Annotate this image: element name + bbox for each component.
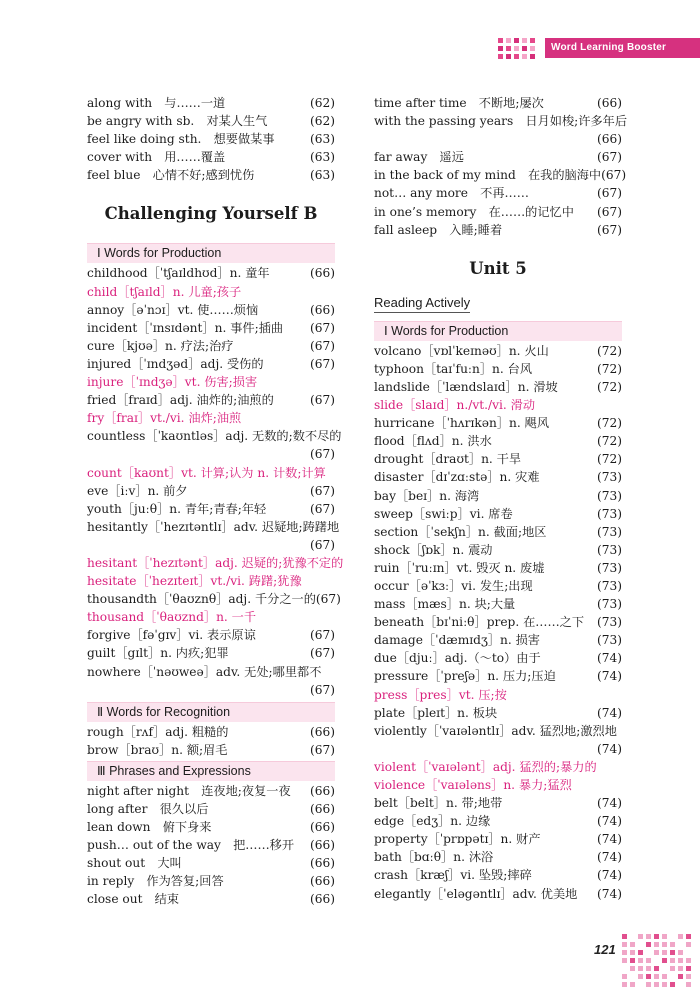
entry-page-ref: (72) xyxy=(596,361,622,376)
entry-text: section［ˈsekʃn］n. 截面;地区 xyxy=(374,524,547,539)
list-item xyxy=(374,631,622,649)
entry-page-ref: (62) xyxy=(309,96,335,110)
entry-page-ref: (67) xyxy=(309,447,335,462)
entry-page-ref: (73) xyxy=(596,578,622,593)
entry-page-ref: (74) xyxy=(596,832,622,847)
entry-text: brow［braʊ］n. 额;眉毛 xyxy=(87,742,228,757)
entry-text: long after 很久以后 xyxy=(87,802,209,816)
entry-text: thousand［ˈθaʊznd］n. 一千 xyxy=(87,610,257,625)
list-item xyxy=(374,812,622,830)
entry-text: edge［edʒ］n. 边缘 xyxy=(374,814,491,829)
list-item xyxy=(374,468,622,486)
list-item xyxy=(87,94,335,112)
list-item xyxy=(87,500,335,518)
entry-text: rough［rʌf］adj. 粗糙的 xyxy=(87,724,229,739)
entry-page-ref: (67) xyxy=(309,393,335,408)
entry-text: bay［beɪ］n. 海湾 xyxy=(374,488,480,503)
list-item xyxy=(87,264,335,282)
list-item xyxy=(87,355,335,373)
entry-page-ref: (66) xyxy=(309,302,335,317)
entry-page-ref: (72) xyxy=(596,379,622,394)
list-item xyxy=(374,94,622,112)
list-item xyxy=(87,319,335,337)
list-item xyxy=(374,166,627,184)
entry-page-ref: (74) xyxy=(596,796,622,811)
entry-text: flood［flʌd］n. 洪水 xyxy=(374,434,492,449)
entry-text: not… any more 不再…… xyxy=(374,186,529,201)
entry-text: occur［əˈkɜː］vi. 发生;出现 xyxy=(374,578,533,593)
list-item xyxy=(87,301,335,319)
list-item xyxy=(374,722,622,740)
entry-page-ref: (74) xyxy=(596,669,622,684)
list-item xyxy=(87,482,335,500)
entry-text: violent［ˈvaɪələnt］adj. 猛烈的;暴力的 xyxy=(374,759,597,774)
entry-page-ref: (73) xyxy=(596,633,622,648)
left-phrase-list xyxy=(87,94,335,184)
list-item xyxy=(374,505,622,523)
entry-text: hesitate［ˈhezɪteɪt］vt./vi. 踌躇;犹豫 xyxy=(87,574,302,589)
entry-page-ref: (67) xyxy=(309,483,335,498)
right-column xyxy=(374,94,628,903)
header-dot-pattern xyxy=(498,38,544,58)
entry-text: fried［fraɪd］adj. 油炸的;油煎的 xyxy=(87,393,274,408)
list-item xyxy=(87,112,335,130)
entry-page-ref: (74) xyxy=(596,741,622,756)
entry-page-ref: (74) xyxy=(596,705,622,720)
list-item xyxy=(87,890,335,908)
entry-text: close out 结束 xyxy=(87,892,180,907)
entry-text: be angry with sb. 对某人生气 xyxy=(87,114,268,129)
unit5-word-list xyxy=(374,342,622,903)
entry-page-ref: (62) xyxy=(309,114,335,129)
list-item xyxy=(374,523,622,541)
entry-page-ref: (72) xyxy=(596,452,622,467)
entry-page-ref: (74) xyxy=(596,814,622,829)
list-item xyxy=(374,203,622,221)
entry-text: violently［ˈvaɪələntlɪ］adv. 猛烈地;激烈地 xyxy=(374,723,617,738)
entry-page-ref: (66) xyxy=(309,266,335,281)
entry-text: injure［ˈɪndʒə］vt. 伤害;损害 xyxy=(87,375,258,390)
list-item xyxy=(87,872,335,890)
entry-text: beneath［bɪˈniːθ］prep. 在……之下 xyxy=(374,615,585,630)
entry-page-ref: (67) xyxy=(309,356,335,371)
list-item xyxy=(374,432,622,450)
entry-text: time after time 不断地;屡次 xyxy=(374,96,544,110)
entry-text: push… out of the way 把……移开 xyxy=(87,838,295,853)
entry-text: injured［ˈɪndʒəd］adj. 受伤的 xyxy=(87,356,264,371)
entry-page-ref: (73) xyxy=(596,597,622,612)
entry-text: volcano［vɒlˈkeɪnəʊ］n. 火山 xyxy=(374,343,549,358)
entry-page-ref: (66) xyxy=(309,724,335,739)
list-item xyxy=(374,758,622,776)
entry-page-ref: (73) xyxy=(596,506,622,521)
list-item xyxy=(374,541,622,559)
entry-text: cure［kjʊə］n. 疗法;治疗 xyxy=(87,338,234,353)
entry-text: fall asleep 入睡;睡着 xyxy=(374,222,503,237)
production-header: Ⅰ Words for Production xyxy=(87,243,335,263)
entry-text: plate［pleɪt］n. 板块 xyxy=(374,705,498,720)
entry-text: crash［kræʃ］vi. 坠毁;摔碎 xyxy=(374,868,532,883)
entry-page-ref: (67) xyxy=(309,537,335,552)
entry-text: count［kaʊnt］vt. 计算;认为 n. 计数;计算 xyxy=(87,465,326,480)
entry-text: lean down 俯下身来 xyxy=(87,820,212,835)
list-item xyxy=(87,391,335,409)
list-item xyxy=(87,741,335,759)
list-item xyxy=(87,554,344,572)
list-item xyxy=(374,112,628,130)
entry-text: ruin［ˈruːɪn］vt. 毁灭 n. 废墟 xyxy=(374,560,545,575)
list-item xyxy=(374,221,622,239)
entry-text: slide［slaɪd］n./vt./vi. 滑动 xyxy=(374,398,536,413)
entry-text: night after night 连夜地;夜复一夜 xyxy=(87,783,291,798)
entry-page-ref: (66) xyxy=(309,820,335,835)
entry-text: cover with 用……覆盖 xyxy=(87,150,226,165)
list-item xyxy=(87,644,335,662)
entry-text: with the passing years 日月如梭;许多年后 xyxy=(374,114,628,129)
entry-text: sweep［swiːp］vi. 席卷 xyxy=(374,506,513,521)
list-item xyxy=(374,848,622,866)
list-item xyxy=(374,595,622,613)
entry-text: hesitantly［ˈhezɪtəntlɪ］adv. 迟疑地;踌躇地 xyxy=(87,519,340,534)
footer-dot-pattern xyxy=(622,934,700,996)
header-banner: Word Learning Booster xyxy=(545,38,700,58)
entry-page-ref: (73) xyxy=(596,542,622,557)
list-item xyxy=(374,613,622,631)
list-item xyxy=(87,518,340,536)
entry-page-ref: (66) xyxy=(309,856,335,871)
list-item xyxy=(374,396,622,414)
entry-text: nowhere［ˈnəʊweə］adv. 无处;哪里都不 xyxy=(87,664,322,679)
entry-page-ref: (67) xyxy=(596,204,622,219)
list-item xyxy=(374,450,622,468)
page-number: 121 xyxy=(594,942,616,957)
entry-page-ref: (67) xyxy=(315,592,341,607)
list-item xyxy=(87,166,335,184)
entry-text: disaster［dɪˈzɑːstə］n. 灾难 xyxy=(374,470,540,485)
entry-page-ref: (63) xyxy=(309,132,335,147)
reading-actively-title: Reading Actively xyxy=(374,294,470,313)
entry-text: feel like doing sth. 想要做某事 xyxy=(87,132,275,147)
entry-page-ref: (72) xyxy=(596,434,622,449)
list-item xyxy=(87,723,335,741)
entry-page-ref: (67) xyxy=(596,222,622,237)
entry-text: fry［fraɪ］vt./vi. 油炸;油煎 xyxy=(87,411,242,426)
entry-page-ref: (74) xyxy=(596,886,622,901)
entry-page-ref: (66) xyxy=(309,892,335,907)
entry-text: annoy［əˈnɔɪ］vt. 使……烦恼 xyxy=(87,302,259,317)
entry-page-ref: (72) xyxy=(596,343,622,358)
phrases-header: Ⅲ Phrases and Expressions xyxy=(87,761,335,781)
entry-text: pressure［ˈpreʃə］n. 压力;压迫 xyxy=(374,669,556,684)
entry-page-ref: (72) xyxy=(596,416,622,431)
section-title: Challenging Yourself B xyxy=(104,204,318,224)
entry-text: mass［mæs］n. 块;大量 xyxy=(374,597,516,612)
entry-text: shout out 大叫 xyxy=(87,856,182,871)
entry-text: typhoon［taɪˈfuːn］n. 台风 xyxy=(374,361,533,376)
list-item xyxy=(374,866,622,884)
entry-page-ref: (73) xyxy=(596,488,622,503)
list-item xyxy=(374,487,622,505)
entry-text: forgive［fəˈgɪv］vi. 表示原谅 xyxy=(87,628,256,643)
list-item xyxy=(374,686,622,704)
right-phrase-list xyxy=(374,94,628,239)
entry-text: far away 遥远 xyxy=(374,150,464,165)
entry-page-ref: (66) xyxy=(309,802,335,816)
list-item xyxy=(374,184,622,202)
entry-text: elegantly［ˈeləgəntlɪ］adv. 优美地 xyxy=(374,886,578,901)
list-item xyxy=(87,464,335,482)
entry-text: landslide［ˈlændslaɪd］n. 滑坡 xyxy=(374,379,558,394)
entry-text: shock［ʃɒk］n. 震动 xyxy=(374,542,493,557)
list-item xyxy=(87,854,335,872)
entry-page-ref: (66) xyxy=(596,96,622,110)
entry-page-ref: (73) xyxy=(596,524,622,539)
list-item xyxy=(374,830,622,848)
entry-page-ref: (73) xyxy=(596,615,622,630)
list-item xyxy=(87,572,335,590)
entry-text: belt［belt］n. 带;地带 xyxy=(374,796,503,811)
list-item xyxy=(374,776,622,794)
list-item xyxy=(87,818,335,836)
list-item xyxy=(87,148,335,166)
left-column xyxy=(87,94,344,909)
list-item xyxy=(374,577,622,595)
entry-page-ref: (67) xyxy=(309,628,335,643)
entry-text: childhood［ˈtʃaɪldhʊd］n. 童年 xyxy=(87,266,270,281)
entry-text: in reply 作为答复;回答 xyxy=(87,874,224,889)
entry-page-ref: (63) xyxy=(309,168,335,183)
entry-text: feel blue 心情不好;感到忧伤 xyxy=(87,168,255,183)
entry-text: in the back of my mind 在我的脑海中 xyxy=(374,168,602,183)
recognition-header: Ⅱ Words for Recognition xyxy=(87,702,335,722)
list-item xyxy=(374,414,622,432)
entry-page-ref: (67) xyxy=(309,682,335,697)
entry-text: countless［ˈkaʊntləs］adj. 无数的;数不尽的 xyxy=(87,429,342,444)
list-item xyxy=(87,283,335,301)
entry-page-ref: (74) xyxy=(596,850,622,865)
entry-page-ref: (73) xyxy=(596,470,622,485)
entry-text: guilt［gɪlt］n. 内疚;犯罪 xyxy=(87,646,229,661)
entry-page-ref: (67) xyxy=(309,501,335,516)
entry-text: youth［juːθ］n. 青年;青春;年轻 xyxy=(87,501,267,516)
list-item xyxy=(374,148,622,166)
entry-page-ref: (67) xyxy=(309,320,335,335)
phrases-list xyxy=(87,782,335,909)
production-word-list xyxy=(87,264,344,698)
list-item xyxy=(374,360,622,378)
list-item xyxy=(87,373,335,391)
entry-text: property［ˈprɒpətɪ］n. 财产 xyxy=(374,832,541,847)
entry-page-ref: (66) xyxy=(309,838,335,853)
list-item xyxy=(87,427,342,445)
entry-page-ref: (74) xyxy=(596,651,622,666)
entry-text: hurricane［ˈhʌrɪkən］n. 飓风 xyxy=(374,416,550,431)
list-item xyxy=(87,800,335,818)
list-item xyxy=(87,663,335,681)
list-item xyxy=(87,782,335,800)
entry-page-ref: (63) xyxy=(309,150,335,165)
entry-page-ref: (73) xyxy=(596,560,622,575)
entry-text: in one’s memory 在……的记忆中 xyxy=(374,204,574,219)
list-item xyxy=(374,885,622,903)
entry-page-ref: (66) xyxy=(309,874,335,889)
entry-page-ref: (67) xyxy=(601,168,627,183)
list-item xyxy=(87,836,335,854)
entry-page-ref: (67) xyxy=(309,646,335,661)
entry-text: thousandth［ˈθaʊznθ］adj. 千分之一的 xyxy=(87,592,316,607)
production-header-unit5: Ⅰ Words for Production xyxy=(374,321,622,341)
entry-page-ref: (74) xyxy=(596,868,622,883)
entry-page-ref: (66) xyxy=(309,783,335,798)
entry-text: due［djuː］adj.（～to）由于 xyxy=(374,651,541,666)
entry-text: hesitant［ˈhezɪtənt］adj. 迟疑的;犹豫不定的 xyxy=(87,555,344,570)
entry-page-ref: (67) xyxy=(309,742,335,757)
entry-text: drought［draʊt］n. 干旱 xyxy=(374,452,522,467)
list-item xyxy=(87,626,335,644)
list-item xyxy=(87,590,341,608)
entry-text: bath［bɑːθ］n. 沐浴 xyxy=(374,850,494,865)
entry-page-ref: (67) xyxy=(596,150,622,165)
list-item xyxy=(374,378,622,396)
list-item xyxy=(87,409,335,427)
entry-text: along with 与……一道 xyxy=(87,96,226,110)
list-item xyxy=(374,704,622,722)
list-item xyxy=(87,337,335,355)
entry-page-ref: (67) xyxy=(309,338,335,353)
entry-text: violence［ˈvaɪələns］n. 暴力;猛烈 xyxy=(374,778,572,792)
entry-text: press［pres］vt. 压;按 xyxy=(374,687,507,702)
list-item xyxy=(374,342,622,360)
entry-text: incident［ˈɪnsɪdənt］n. 事件;插曲 xyxy=(87,320,284,335)
list-item xyxy=(87,608,335,626)
list-item xyxy=(374,649,622,667)
list-item xyxy=(374,794,622,812)
list-item xyxy=(374,559,622,577)
entry-page-ref: (67) xyxy=(596,186,622,201)
list-item xyxy=(87,130,335,148)
entry-text: damage［ˈdæmɪdʒ］n. 损害 xyxy=(374,633,540,648)
recognition-word-list xyxy=(87,723,335,759)
unit-title: Unit 5 xyxy=(469,258,527,278)
entry-text: child［tʃaɪld］n. 儿童;孩子 xyxy=(87,284,242,299)
list-item xyxy=(374,667,622,685)
entry-page-ref: (66) xyxy=(596,132,622,147)
entry-text: eve［iːv］n. 前夕 xyxy=(87,483,188,498)
